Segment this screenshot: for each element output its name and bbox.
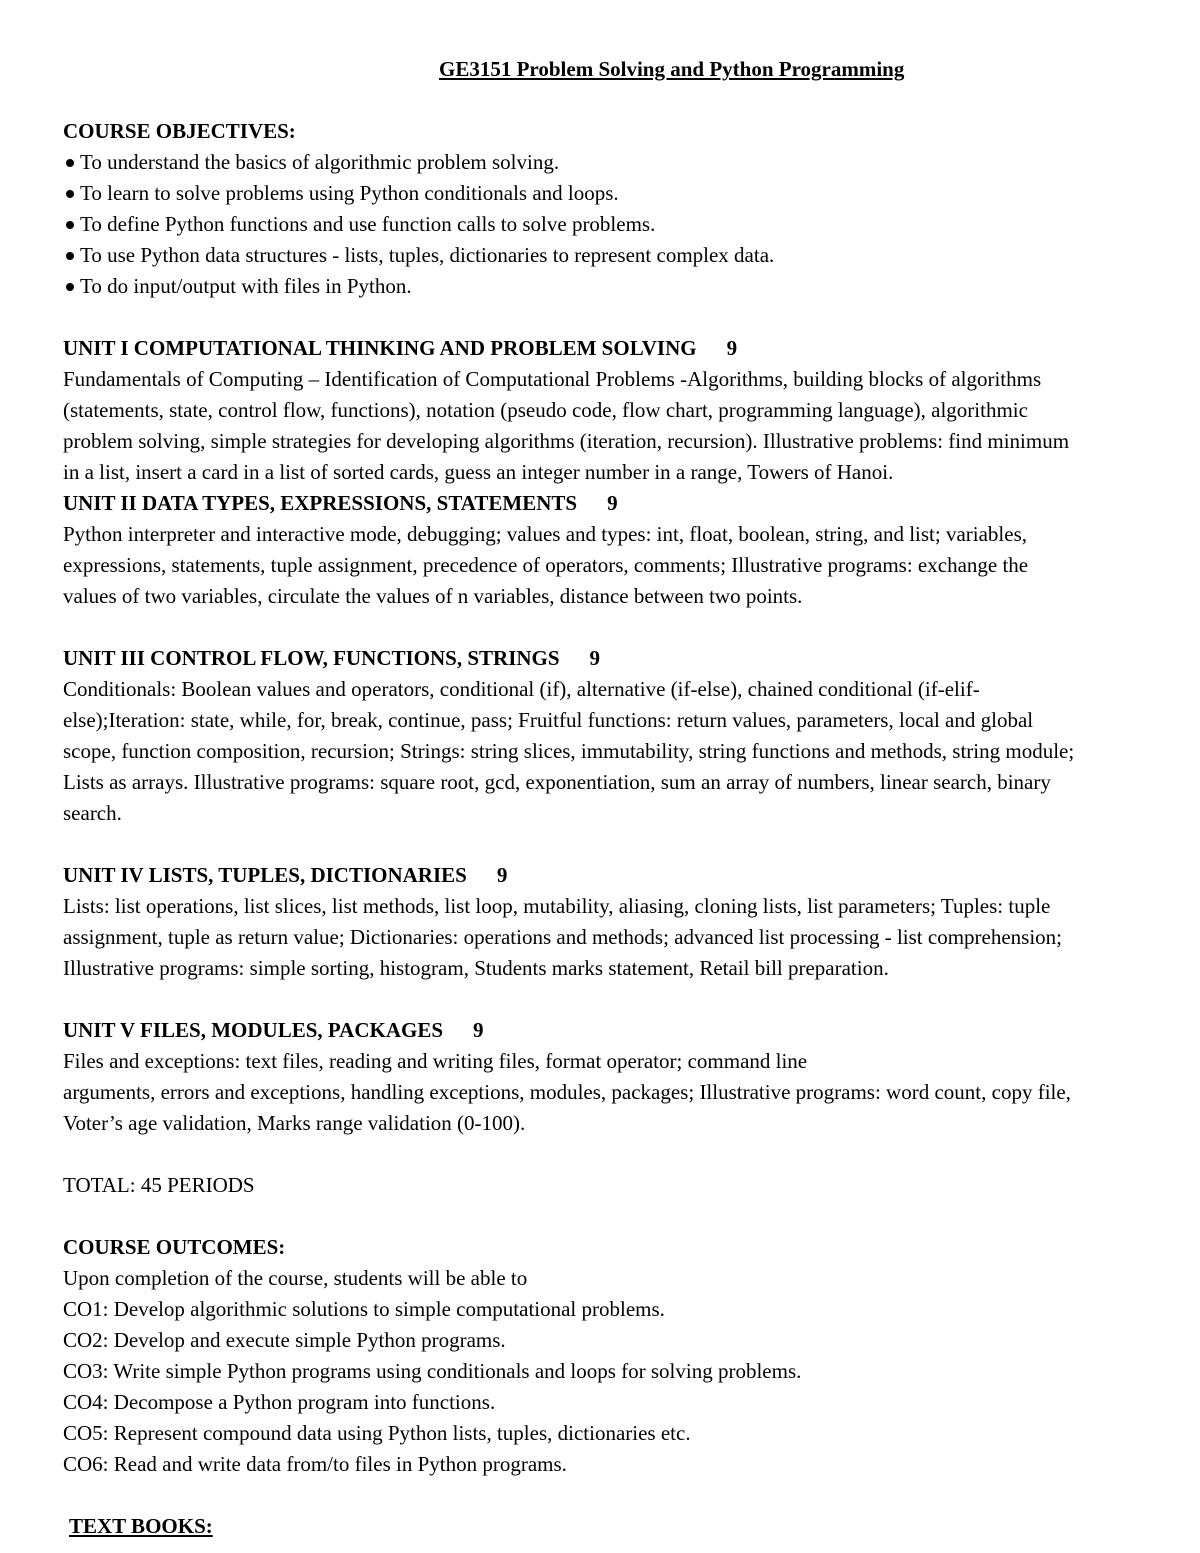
course-objectives-heading: COURSE OBJECTIVES: [63, 119, 296, 143]
unit-4-hours: 9 [496, 863, 508, 887]
unit-1-line: problem solving, simple strategies for developing algorithms (iteration, recursion). Illustrative problems: find minimum [63, 429, 1070, 453]
course-objectives-section [63, 116, 1195, 302]
outcome-item: CO6: Read and write data from/to files in Python programs. [63, 1452, 567, 1476]
unit-4-heading: UNIT IV LISTS, TUPLES, DICTIONARIES 9 [63, 860, 1195, 891]
outcome-item: CO1: Develop algorithmic solutions to simple computational problems. [63, 1297, 665, 1321]
spacer [63, 829, 1195, 860]
objective-item: To understand the basics of algorithmic problem solving. [63, 147, 1195, 178]
text-books-heading: TEXT BOOKS: [69, 1514, 213, 1538]
unit-4-line: assignment, tuple as return value; Dictionaries: operations and methods; advanced list processing - list comprehension; [63, 925, 1063, 949]
unit-2-heading: UNIT II DATA TYPES, EXPRESSIONS, STATEMENTS 9 [63, 488, 1195, 519]
outcome-item: CO4: Decompose a Python program into functions. [63, 1390, 496, 1414]
unit-1-hours: 9 [726, 336, 738, 360]
unit-3-heading: UNIT III CONTROL FLOW, FUNCTIONS, STRINGS 9 [63, 643, 1195, 674]
unit-4-line: Lists: list operations, list slices, list methods, list loop, mutability, aliasing, cloning lists, list parameters; Tuples: tuple [63, 894, 1051, 918]
unit-2-line: values of two variables, circulate the values of n variables, distance between two points. [63, 584, 803, 608]
unit-1-line: Fundamentals of Computing – Identification of Computational Problems -Algorithms, building blocks of algorithms [63, 367, 1042, 391]
course-outcomes-section [63, 1232, 1195, 1480]
course-outcomes-heading: COURSE OUTCOMES: [63, 1235, 286, 1259]
unit-5-section [63, 1015, 1195, 1139]
unit-3-line: search. [63, 801, 122, 825]
unit-1-line: in a list, insert a card in a list of sorted cards, guess an integer number in a range, Towers of Hanoi. [63, 460, 894, 484]
unit-1-line: (statements, state, control flow, functions), notation (pseudo code, flow chart, programming language), algorithmic [63, 398, 1028, 422]
unit-5-line: Voter’s age validation, Marks range validation (0-100). [63, 1111, 526, 1135]
unit-1-heading: UNIT I COMPUTATIONAL THINKING AND PROBLEM SOLVING 9 [63, 333, 1195, 364]
bullet-icon [66, 283, 74, 291]
bullet-icon [66, 221, 74, 229]
unit-2-hours: 9 [607, 491, 618, 515]
unit-3-line: Conditionals: Boolean values and operators, conditional (if), alternative (if-else), chained conditional (if-elif- [63, 677, 980, 701]
unit-5-line: arguments, errors and exceptions, handling exceptions, modules, packages; Illustrative programs: word count, copy file, [63, 1080, 1071, 1104]
objective-item: To use Python data structures - lists, tuples, dictionaries to represent complex data. [63, 240, 1195, 271]
spacer [63, 1201, 1195, 1232]
document-title: GE3151 Problem Solving and Python Programming [439, 57, 905, 81]
unit-5-line: Files and exceptions: text files, reading and writing files, format operator; command line [63, 1049, 808, 1073]
unit-4-section [63, 860, 1195, 984]
unit-5-heading: UNIT V FILES, MODULES, PACKAGES 9 [63, 1015, 1195, 1046]
total-periods: TOTAL: 45 PERIODS [63, 1173, 255, 1197]
unit-2-line: Python interpreter and interactive mode, debugging; values and types: int, float, boolean, string, and list; variables, [63, 522, 1028, 546]
unit-3-line: else);Iteration: state, while, for, break, continue, pass; Fruitful functions: return values, parameters, local and global [63, 708, 1034, 732]
bullet-icon [66, 190, 74, 198]
bullet-icon [66, 159, 74, 167]
spacer [63, 612, 1195, 643]
unit-1-section [63, 333, 1195, 488]
document-page [63, 54, 1195, 1542]
objective-item: To define Python functions and use function calls to solve problems. [63, 209, 1195, 240]
unit-2-section [63, 488, 1195, 612]
unit-3-section [63, 643, 1195, 829]
objective-item: To learn to solve problems using Python conditionals and loops. [63, 178, 1195, 209]
outcome-item: CO2: Develop and execute simple Python programs. [63, 1328, 506, 1352]
unit-5-hours: 9 [473, 1018, 484, 1042]
bullet-icon [66, 252, 74, 260]
objective-item: To do input/output with files in Python. [63, 271, 1195, 302]
spacer [63, 85, 1195, 116]
course-outcomes-intro: Upon completion of the course, students will be able to [63, 1266, 528, 1290]
unit-3-hours: 9 [589, 646, 601, 670]
unit-3-line: Lists as arrays. Illustrative programs: square root, gcd, exponentiation, sum an array of numbers, linear search, binary [63, 770, 1051, 794]
spacer [63, 302, 1195, 333]
unit-4-line: Illustrative programs: simple sorting, histogram, Students marks statement, Retail bill preparation. [63, 956, 889, 980]
spacer [63, 1480, 1195, 1511]
outcome-item: CO5: Represent compound data using Python lists, tuples, dictionaries etc. [63, 1421, 691, 1445]
unit-3-line: scope, function composition, recursion; Strings: string slices, immutability, string functions and methods, string module; [63, 739, 1075, 763]
unit-2-line: expressions, statements, tuple assignment, precedence of operators, comments; Illustrative programs: exchange the [63, 553, 1029, 577]
outcome-item: CO3: Write simple Python programs using conditionals and loops for solving problems. [63, 1359, 802, 1383]
spacer [63, 984, 1195, 1015]
spacer [63, 1139, 1195, 1170]
